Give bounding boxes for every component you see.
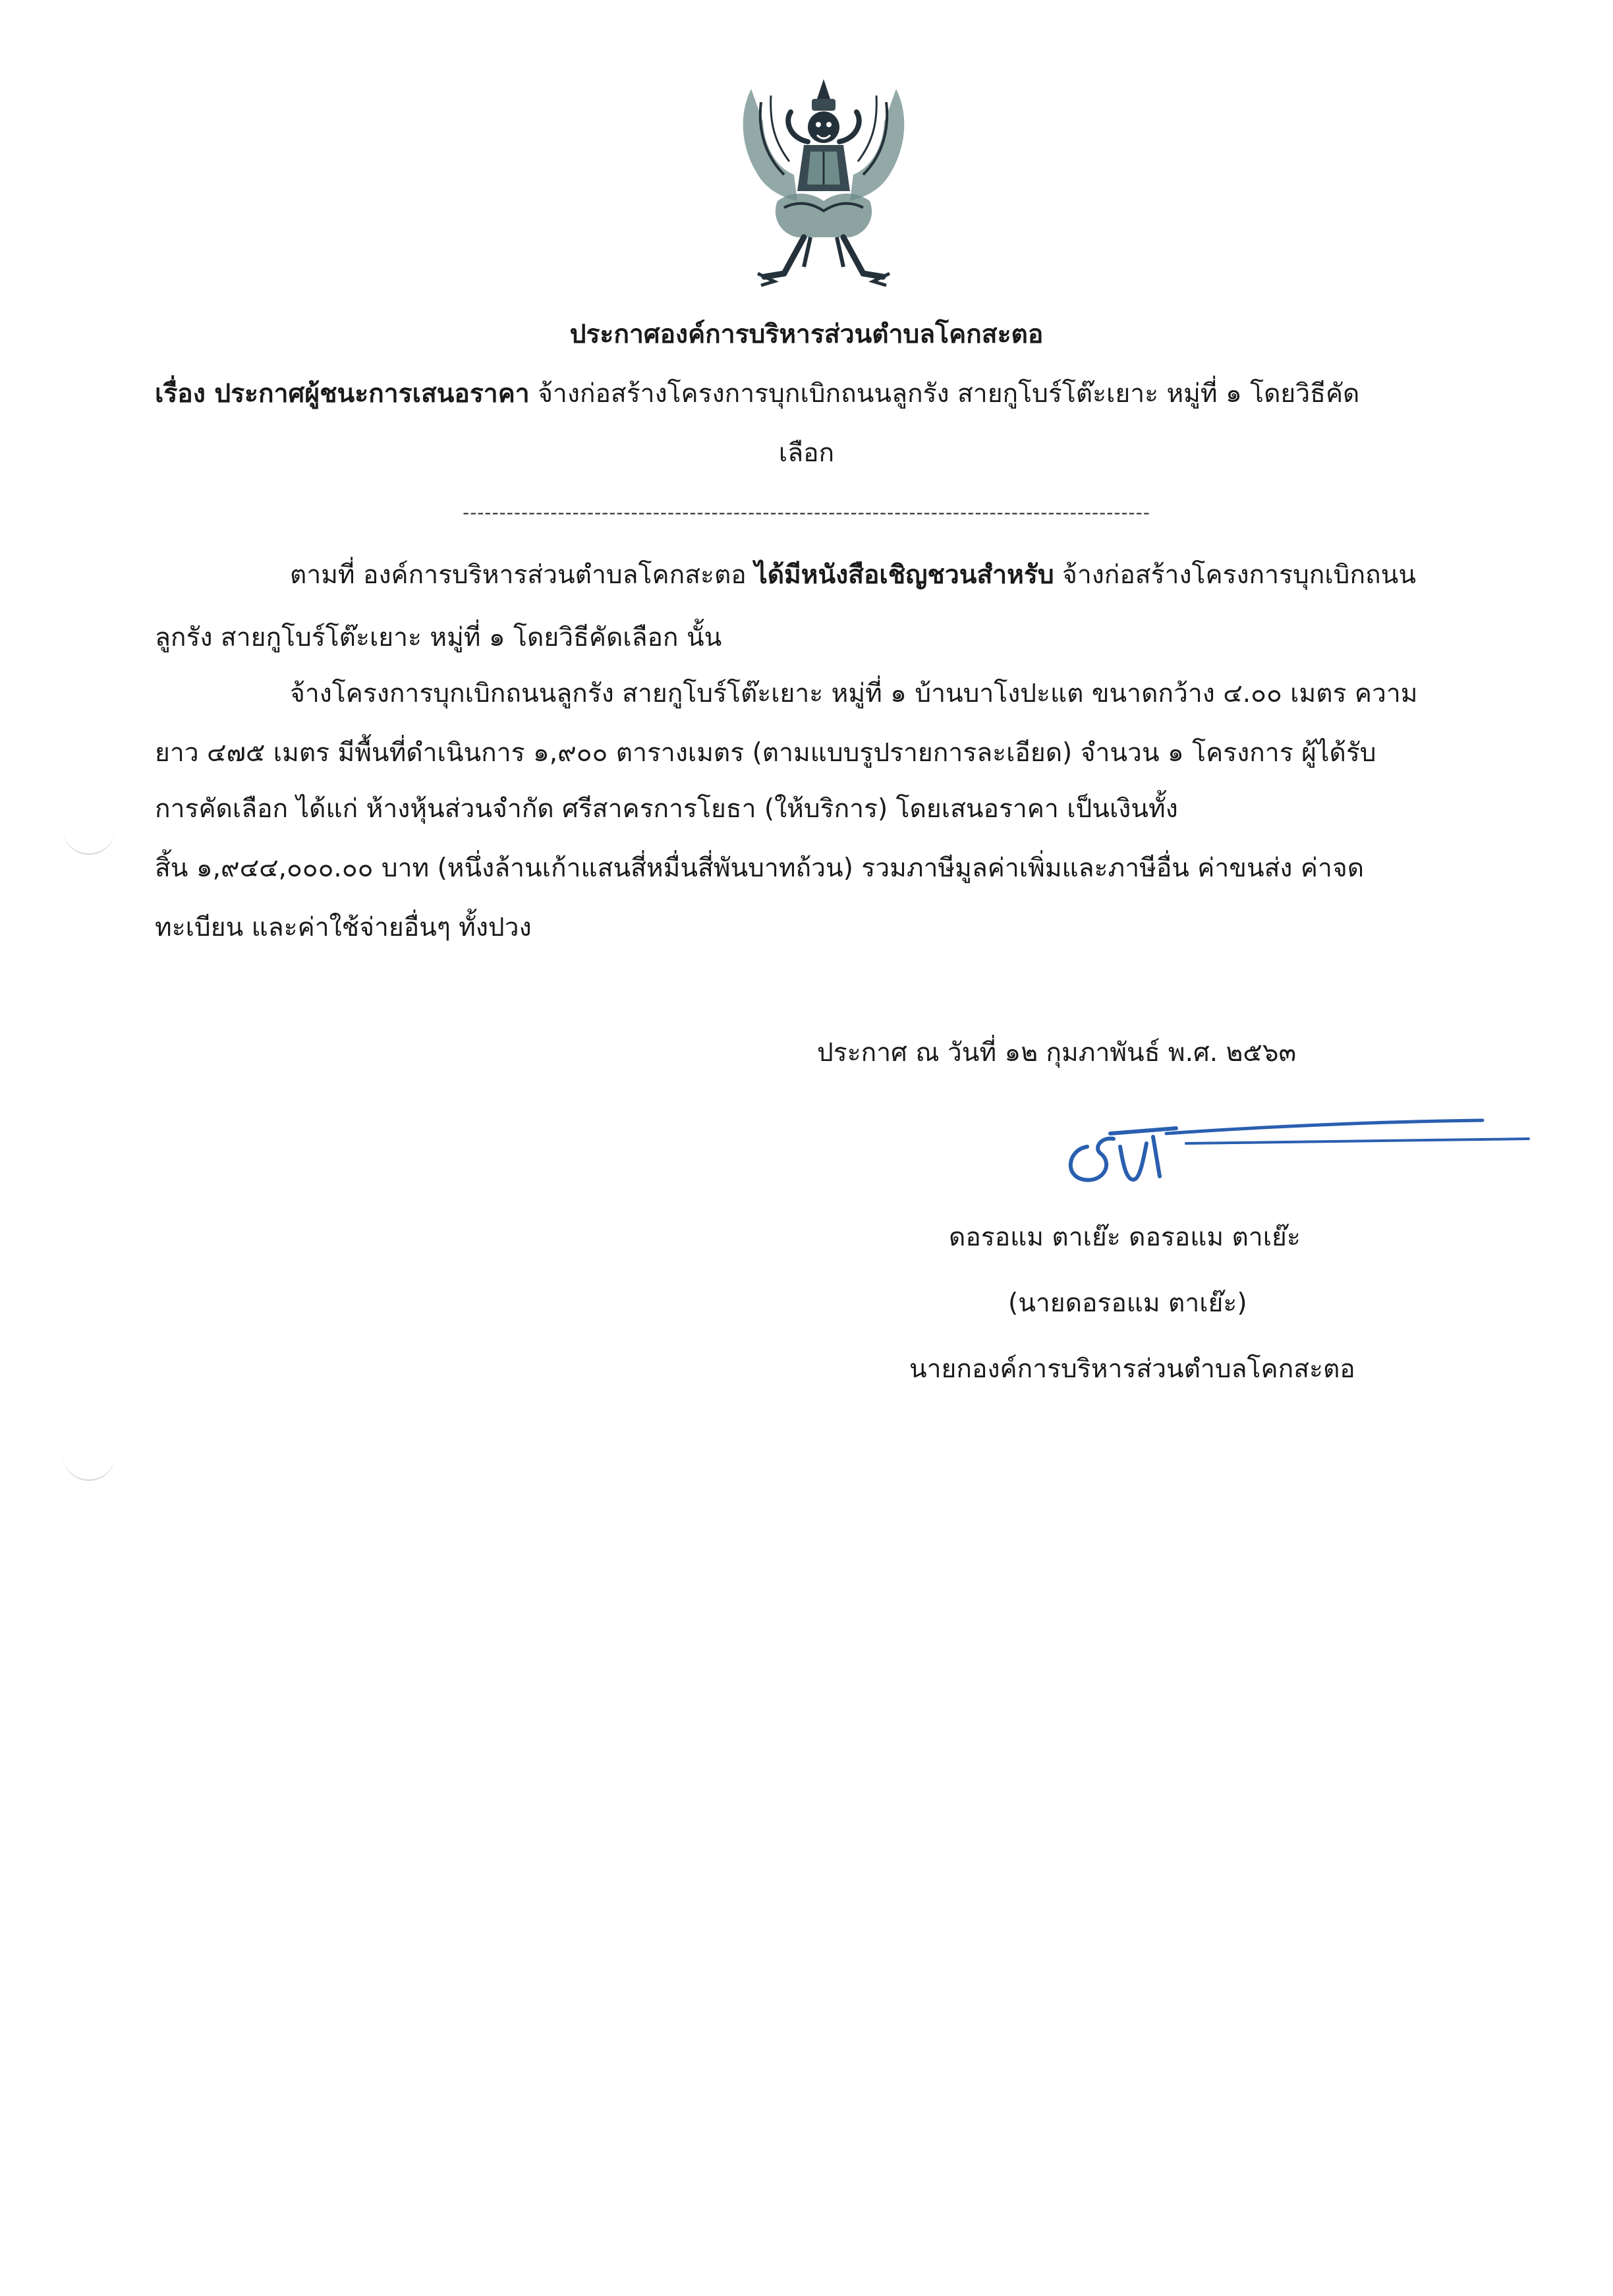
punch-hole-mark xyxy=(63,827,115,855)
subject-text: จ้างก่อสร้างโครงการบุกเบิกถนนลูกรัง สายกูโบร์โต๊ะเยาะ หมู่ที่ ๑ โดยวิธีคัด xyxy=(529,379,1360,409)
document-title: ประกาศองค์การบริหารส่วนตำบลโคกสะตอ xyxy=(569,320,1044,349)
handwritten-signature-icon xyxy=(1061,1114,1562,1193)
paragraph-1-line-2: ลูกรัง สายกูโบร์โต๊ะเยาะ หมู่ที่ ๑ โดยวิธีคัดเลือก นั้น xyxy=(155,623,722,652)
paragraph-2-line-5: ทะเบียน และค่าใช้จ่ายอื่นๆ ทั้งปวง xyxy=(155,913,532,942)
paragraph-2-line-3: การคัดเลือก ได้แก่ ห้างหุ้นส่วนจำกัด ศรีสาครการโยธา (ให้บริการ) โดยเสนอราคา เป็นเงินทั้ง xyxy=(155,794,1178,824)
signatory-full-name: (นายดอรอแม ตาเย๊ะ) xyxy=(1008,1288,1247,1318)
paragraph-1-text-c: จ้างก่อสร้างโครงการบุกเบิกถนน xyxy=(1054,560,1416,590)
signatory-position: นายกองค์การบริหารส่วนตำบลโคกสะตอ xyxy=(909,1354,1355,1384)
paragraph-1-text-b: ได้มีหนังสือเชิญชวนสำหรับ xyxy=(754,560,1054,590)
divider-line: ---------------------------------------------------------------------------------------------- xyxy=(463,502,1150,523)
announcement-date: ประกาศ ณ วันที่ ๑๒ กุมภาพันธ์ พ.ศ. ๒๕๖๓ xyxy=(817,1038,1297,1068)
signatory-name-line: ดอรอแม ตาเย๊ะ ดอรอแม ตาเย๊ะ xyxy=(949,1222,1301,1252)
subject-label: เรื่อง ประกาศผู้ชนะการเสนอราคา xyxy=(155,379,530,409)
subject-line-2: เลือก xyxy=(778,438,835,468)
garuda-emblem-icon xyxy=(712,76,936,293)
paragraph-2-line-1: จ้างโครงการบุกเบิกถนนลูกรัง สายกูโบร์โต๊ะเยาะ หมู่ที่ ๑ บ้านบาโงปะแต ขนาดกว้าง ๔.๐๐ เมตร ความ xyxy=(290,679,1418,708)
paragraph-1-text-a: ตามที่ องค์การบริหารส่วนตำบลโคกสะตอ xyxy=(290,560,755,590)
punch-hole-mark xyxy=(63,1453,115,1481)
subject-line-1 xyxy=(155,376,1359,413)
paragraph-2-line-4: สิ้น ๑,๙๔๔,๐๐๐.๐๐ บาท (หนึ่งล้านเก้าแสนสี่หมื่นสี่พันบาทถ้วน) รวมภาษีมูลค่าเพิ่มและภาษีอื่น ค่าขนส่ง ค่าจด xyxy=(155,853,1365,883)
paragraph-1-line-1 xyxy=(290,557,1416,594)
paragraph-2-line-2: ยาว ๔๗๕ เมตร มีพื้นที่ดำเนินการ ๑,๙๐๐ ตารางเมตร (ตามแบบรูปรายการละเอียด) จำนวน ๑ โครงการ ผู้ได้รับ xyxy=(155,738,1376,768)
